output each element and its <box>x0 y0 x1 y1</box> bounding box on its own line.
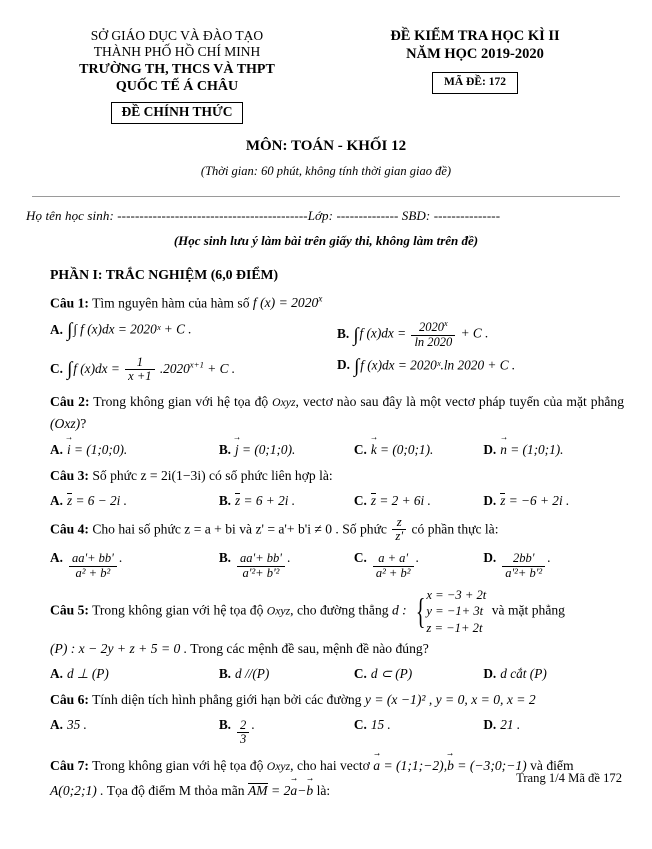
school-line-2: QUỐC TẾ Á CHÂU <box>115 79 239 95</box>
q5-option-c-value: d ⊂ (P) <box>370 665 413 681</box>
q1-b-num-exponent: x <box>444 319 448 329</box>
question-5-text-4: Trong các mệnh đề sau, mệnh đề nào đúng? <box>190 640 429 656</box>
school-line-1: TRƯỜNG TH, THCS VÀ THPT <box>79 61 275 77</box>
q2-c-vector-value: = (0;0;1). <box>376 441 434 457</box>
q4-option-d[interactable]: D. $\frac{2bb'}{\text{a'²+ b'²}}$ . <box>483 550 551 580</box>
question-6-label: Câu 6: <box>50 691 89 707</box>
q4-b-numerator: aa'+ bb' <box>240 551 282 566</box>
exam-code-box: MÃ ĐỀ: 172 <box>432 72 518 94</box>
q7-eq-minus: − <box>297 782 307 798</box>
exam-title-line-1: ĐỀ KIỂM TRA HỌC KÌ II <box>390 28 560 44</box>
q3-option-b-value: z = 6 + 2i . <box>235 492 296 508</box>
question-2-options <box>50 441 624 458</box>
question-6-curves: y = (x −1)² , y = 0, x = 0, x = 2 <box>364 691 536 707</box>
q6-option-d-value: 21 . <box>500 716 521 732</box>
q1-option-c-label: C. <box>50 360 63 376</box>
question-7-text-4: Tọa độ điểm M thỏa mãn <box>106 782 245 798</box>
q7-vector-a-value: = (1;1;−2), <box>380 757 448 773</box>
q3-option-d-value: z = −6 + 2i . <box>500 492 570 508</box>
q2-d-vector-symbol: → n <box>500 441 507 458</box>
question-1 <box>50 292 624 315</box>
q3-option-c-value: z = 2 + 6i . <box>370 492 431 508</box>
q3-option-d[interactable] <box>483 493 624 509</box>
q1-b-denominator: ln 2020 <box>411 335 455 350</box>
q1-option-d[interactable] <box>337 356 624 378</box>
q1-b-fraction <box>411 320 455 349</box>
q5-param-y: y = −1+ 3t <box>426 604 484 619</box>
question-4-text-2: có phần thực là: <box>411 521 499 537</box>
q7-am-equals: = 2 <box>267 782 291 798</box>
q7-vector-a-symbol: → a <box>373 754 380 777</box>
q7-vector-b-symbol: → b <box>447 754 454 777</box>
q3-b-expr: = 6 + 2i . <box>240 492 296 508</box>
q4-option-d-fraction <box>502 552 545 580</box>
question-7-text-5: là: <box>316 782 331 798</box>
q4-quotient-denominator: z' <box>392 529 406 544</box>
question-1-function <box>253 295 322 310</box>
question-5-text-2: , cho đường thẳng <box>290 602 389 618</box>
question-5-text-3: và mặt phẳng <box>491 602 565 618</box>
question-2-text-3: ? <box>80 415 87 431</box>
question-1-options-row-1 <box>50 320 624 349</box>
q6-b-suffix: . <box>251 716 255 732</box>
q5-option-a[interactable] <box>50 666 219 682</box>
q2-b-vector-symbol: → j <box>235 441 239 458</box>
q3-c-expr: = 2 + 6i . <box>376 492 431 508</box>
question-5 <box>50 587 624 636</box>
question-7-coord-system: Oxyz <box>266 759 291 773</box>
q6-option-b-fraction <box>237 719 249 747</box>
q4-d-numerator: 2bb' <box>512 551 535 566</box>
question-4-options <box>50 550 624 580</box>
question-5-parametric-system <box>412 587 486 636</box>
question-1-options-row-2 <box>50 356 624 384</box>
q2-option-a-label: A. <box>50 441 63 457</box>
q5-option-a-value: d ⊥ (P) <box>66 665 109 681</box>
q6-option-c[interactable] <box>354 717 483 733</box>
question-2 <box>50 391 624 435</box>
school-block <box>28 28 326 124</box>
q5-option-d-value: d cắt (P) <box>500 665 547 681</box>
q7-eq-vector-b: → b <box>306 779 313 802</box>
page-footer: Trang 1/4 Mã đề 172 <box>516 770 622 785</box>
question-3 <box>50 465 624 487</box>
q1-c-denominator: x +1 <box>125 369 154 384</box>
q1-c-tail: .2020 <box>159 360 190 376</box>
question-3-label: Câu 3: <box>50 467 89 483</box>
q4-a-numerator: aa'+ bb' <box>71 551 114 566</box>
q2-c-vector-symbol: → k <box>371 441 377 458</box>
question-5-continued <box>50 638 624 660</box>
q2-option-b[interactable] <box>219 441 354 458</box>
q2-a-vector-value: = (1;0;0). <box>70 441 128 457</box>
question-6-options <box>50 717 624 747</box>
q1-option-a-label: A. <box>50 321 63 337</box>
q2-option-d-label: D. <box>483 441 497 457</box>
q4-c-denominator: a² + b² <box>373 566 414 581</box>
question-7-label: Câu 7: <box>50 757 89 773</box>
q5-option-b-value: d //(P) <box>235 665 270 681</box>
q1-func-expr: f (x) = 2020 <box>252 295 319 311</box>
question-1-text: Tìm nguyên hàm của hàm số <box>92 295 250 311</box>
q1-option-c[interactable] <box>50 356 337 384</box>
q5-option-c[interactable] <box>354 666 483 682</box>
q6-b-numerator: 2 <box>240 717 247 732</box>
exam-content <box>0 267 652 802</box>
q3-option-b[interactable] <box>219 493 354 509</box>
question-4-text-1: Cho hai số phức z = a + bi và z' = a'+ b'i ≠ 0 . Số phức <box>92 521 387 537</box>
student-info-line: Họ tên học sinh: -------------------------------------------Lớp: -------------- SBD: --------------- <box>26 207 501 223</box>
question-6 <box>50 689 624 711</box>
q5-option-a-label: A. <box>50 665 63 681</box>
q4-option-c[interactable]: C. $\frac{a + a'}{\text{a² + b²}}$ . <box>353 550 419 580</box>
question-3-options <box>50 493 624 509</box>
q4-option-c-label: C. <box>353 550 367 566</box>
exam-instruction-note: (Học sinh lưu ý làm bài trên giấy thi, không làm trên đề) <box>173 232 479 248</box>
divider-rule <box>32 196 620 197</box>
q1-d-expr: 2020ˣ.ln 2020 + C . <box>410 356 516 372</box>
q2-option-a-value <box>67 441 127 458</box>
q1-c-numerator: 1 <box>136 354 143 369</box>
q4-option-a-label: A. <box>50 550 63 566</box>
question-2-text-2: , vectơ nào sau đây là một vectơ pháp tuyến của mặt phẳng <box>295 393 624 409</box>
part-1-title: PHẦN I: TRẮC NGHIỆM (6,0 ĐIỂM) <box>50 266 279 282</box>
question-4-label: Câu 4: <box>50 521 89 537</box>
question-5-label: Câu 5: <box>50 602 89 618</box>
question-5-text-1: Trong không gian với hệ tọa độ <box>92 602 264 618</box>
question-2-coord-system: Oxyz <box>272 395 296 409</box>
q4-option-b-label: B. <box>218 550 232 566</box>
q7-am-symbol: AM <box>247 782 268 798</box>
q6-b-denominator: 3 <box>237 732 249 747</box>
q7-vector-b-value: = (−3;0;−1) <box>453 757 527 773</box>
department-line-2: THÀNH PHỐ HỒ CHÍ MINH <box>93 44 261 60</box>
department-line-1: SỞ GIÁO DỤC VÀ ĐÀO TẠO <box>90 28 264 43</box>
q6-option-b[interactable] <box>219 717 354 747</box>
q2-b-vector-value: = (0;1;0). <box>238 441 296 457</box>
q2-option-c[interactable] <box>354 441 483 458</box>
q3-a-expr: = 6 − 2i . <box>72 492 128 508</box>
q1-b-numerator: 2020 <box>419 320 445 335</box>
question-5-plane-equation: (P) : x − 2y + z + 5 = 0 . <box>50 640 188 656</box>
q3-option-c-label: C. <box>353 492 367 508</box>
q6-option-d-label: D. <box>483 716 497 732</box>
q5-param-x: x = −3 + 2t <box>426 588 487 603</box>
question-7-text-2: , cho hai vectơ <box>290 757 370 773</box>
question-6-text: Tính diện tích hình phẳng giới hạn bởi các đường <box>92 691 362 707</box>
question-7-vector-b <box>447 758 527 773</box>
q3-d-expr: = −6 + 2i . <box>505 492 570 508</box>
q2-option-a[interactable] <box>50 441 219 458</box>
question-5-options <box>50 666 624 682</box>
question-7-point-a: A(0;2;1) . <box>50 782 104 798</box>
q6-option-a-label: A. <box>50 716 63 732</box>
q1-option-d-value: ∫f (x)dx = 2020ˣ.ln 2020 + C . <box>353 355 516 377</box>
question-2-plane: (Oxz) <box>50 415 81 431</box>
q3-option-b-label: B. <box>218 492 232 508</box>
q6-option-a[interactable] <box>50 717 219 733</box>
q5-option-c-label: C. <box>353 665 367 681</box>
q2-option-d-value <box>500 441 563 458</box>
question-1-label: Câu 1: <box>50 295 89 311</box>
q4-option-b-fraction <box>237 552 285 580</box>
q6-option-a-value: 35 . <box>66 716 87 732</box>
q6-option-c-value: 15 . <box>370 716 391 732</box>
question-2-label: Câu 2: <box>50 393 90 409</box>
document-header <box>0 0 652 124</box>
q5-option-d[interactable] <box>483 666 624 682</box>
q1-option-b-label: B. <box>337 326 350 342</box>
q1-option-b-value: ∫f (x)dx = $\frac{2020^x}{\ln 2020}$ + C . <box>353 319 489 350</box>
q1-option-c-value: ∫f (x)dx = $\frac{1}{x +1}$ $.2020^{x+1} + C$ . <box>66 354 236 384</box>
q1-option-a-value: ∫∫ f (x)dx = 2020ˣ + C . <box>66 320 192 342</box>
q5-option-d-label: D. <box>483 665 497 681</box>
question-7-text-3: và điểm <box>530 757 574 773</box>
exam-title-line-2: NĂM HỌC 2019-2020 <box>406 45 544 62</box>
q2-option-d[interactable] <box>483 441 624 458</box>
q4-c-numerator: a + a' <box>378 551 409 566</box>
q3-option-d-label: D. <box>483 492 497 508</box>
question-7-text-1: Trong không gian với hệ tọa độ <box>92 757 264 773</box>
q3-option-a-value: z = 6 − 2i . <box>66 492 128 508</box>
q3-option-a-label: A. <box>50 492 63 508</box>
q2-option-c-label: C. <box>353 441 367 457</box>
q2-option-c-value <box>371 441 434 458</box>
question-7-vector-a <box>373 758 447 773</box>
official-exam-box: ĐỀ CHÍNH THỨC <box>111 102 242 124</box>
q2-option-b-label: B. <box>218 441 232 457</box>
q1-option-a[interactable] <box>50 320 337 342</box>
q3-option-c[interactable] <box>354 493 483 509</box>
question-4 <box>50 516 624 545</box>
q2-option-b-value <box>235 441 295 458</box>
q5-option-b[interactable] <box>219 666 354 682</box>
q7-eq-vector-a: → a <box>290 779 297 802</box>
question-7-vector-am <box>248 783 313 798</box>
question-2-text-1: Trong không gian với hệ tọa độ <box>93 393 269 409</box>
q1-a-expr: ∫ f (x)dx = 2020ˣ + C . <box>73 321 192 337</box>
q2-a-vector-symbol: → i <box>67 441 71 458</box>
q4-option-b[interactable]: B. $\frac{aa'+ bb'}{\text{a'²+ b'²}}$ . <box>218 550 291 580</box>
q4-quotient-numerator: z <box>396 514 402 529</box>
question-3-text: Số phức z = 2i(1−3i) có số phức liên hợp là: <box>92 467 333 483</box>
q4-a-denominator: a² + b² <box>69 566 117 581</box>
system-brace-icon: { <box>415 591 426 632</box>
q1-c-fraction <box>125 356 154 384</box>
q5-option-b-label: B. <box>218 665 232 681</box>
q6-option-c-label: C. <box>353 716 367 732</box>
question-5-line-name: d : <box>391 602 407 618</box>
q1-option-b[interactable] <box>337 320 624 349</box>
q4-option-c-fraction <box>373 552 414 580</box>
q4-option-a-fraction <box>69 552 117 580</box>
q3-option-a[interactable] <box>50 493 219 509</box>
q1-c-tail-exponent: x+1 <box>189 359 204 370</box>
q1-option-d-label: D. <box>337 356 350 372</box>
exam-title-block <box>326 28 624 124</box>
q2-d-vector-value: = (1;0;1). <box>506 441 564 457</box>
q4-d-denominator: a'²+ b'² <box>502 566 545 581</box>
q4-option-a[interactable]: A. $\frac{aa'+ bb'}{\text{a² + b²}}$ . <box>50 550 123 580</box>
q4-b-denominator: a'²+ b'² <box>237 566 285 581</box>
subject-title: MÔN: TOÁN - KHỐI 12 <box>245 137 407 154</box>
q5-param-z: z = −1+ 2t <box>426 620 483 635</box>
q6-option-b-label: B. <box>218 716 232 732</box>
question-4-quotient <box>392 516 406 545</box>
q4-option-d-label: D. <box>483 550 497 566</box>
question-5-coord-system: Oxyz <box>266 604 291 618</box>
time-note: (Thời gian: 60 phút, không tính thời gian giao đề) <box>200 163 452 178</box>
q6-option-d[interactable] <box>483 717 624 733</box>
q1-func-exponent: x <box>318 293 323 304</box>
